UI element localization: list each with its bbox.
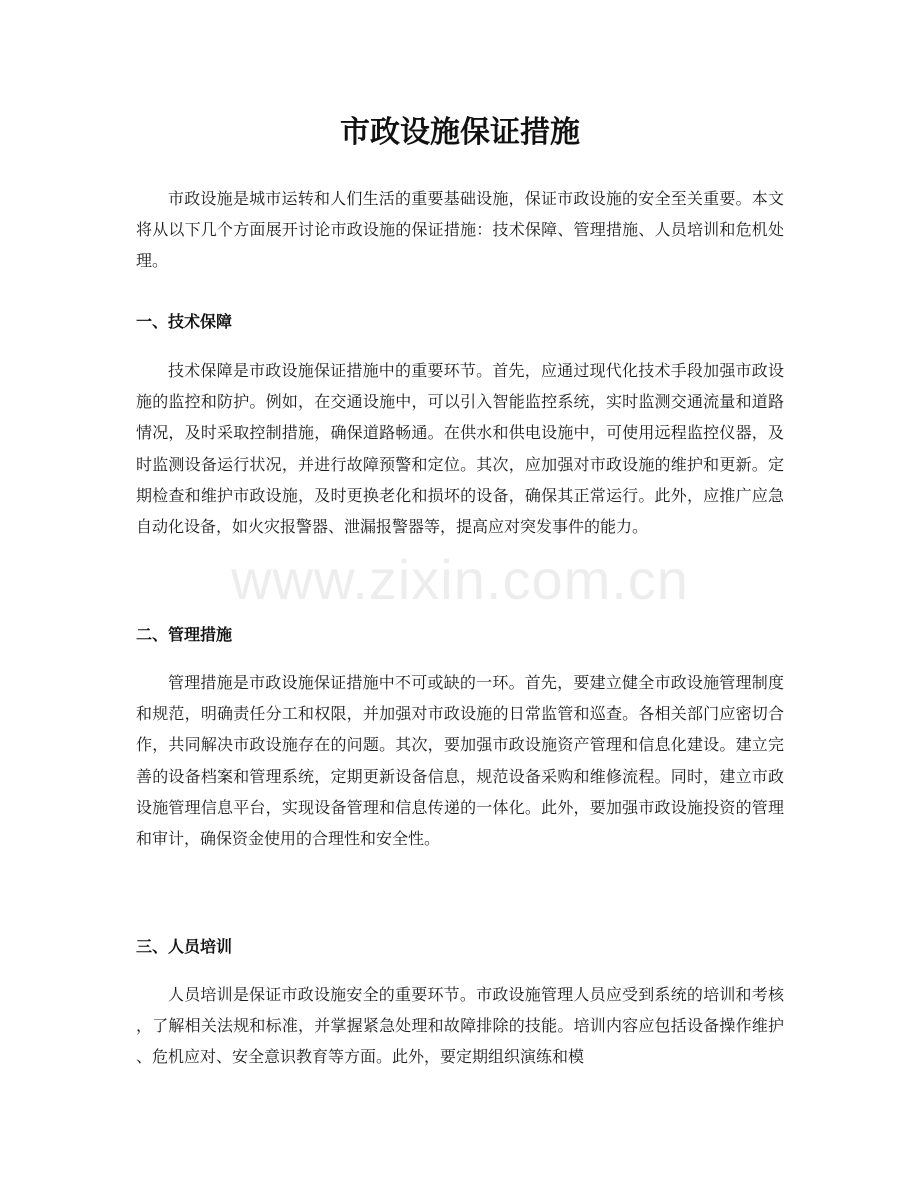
section-body-tech: 技术保障是市政设施保证措施中的重要环节。首先，应通过现代化技术手段加强市政设施的监控和防护。例如，在交通设施中，可以引入智能监控系统，实时监测交通流量和道路情况，及时采取控制措施，确保道路畅通。在供水和供电设施中，可使用远程监控仪器，及时监测设备运行状况，并进行故障预警和定位。其次，应加强对市政设施的维护和更新。定期检查和维护市政设施，及时更换老化和损坏的设备，确保其正常运行。此外，应推广应急自动化设备，如火灾报警器、泄漏报警器等，提高应对突发事件的能力。 bbox=[136, 361, 784, 537]
section-body-training: 人员培训是保证市政设施安全的重要环节。市政设施管理人员应受到系统的培训和考核，了解相关法规和标准，并掌握紧急处理和故障排除的技能。培训内容应包括设备操作维护、危机应对、安全意识教育等方面。此外，要定期组织演练和模 bbox=[136, 985, 784, 1067]
section-heading-management: 二、管理措施 bbox=[136, 625, 233, 644]
intro-paragraph: 市政设施是城市运转和人们生活的重要基础设施，保证市政设施的安全至关重要。本文将从以下几个方面展开讨论市政设施的保证措施：技术保障、管理措施、人员培训和危机处理。 bbox=[136, 189, 784, 271]
document-title: 市政设施保证措施 bbox=[340, 115, 580, 150]
section-heading-training: 三、人员培训 bbox=[136, 937, 233, 956]
section-heading-tech: 一、技术保障 bbox=[136, 312, 233, 331]
section-body-management: 管理措施是市政设施保证措施中不可或缺的一环。首先，要建立健全市政设施管理制度和规范，明确责任分工和权限，并加强对市政设施的日常监管和巡查。各相关部门应密切合作，共同解决市政设施存在的问题。其次，要加强市政设施资产管理和信息化建设。建立完善的设备档案和管理系统，定期更新设备信息，规范设备采购和维修流程。同时，建立市政设施管理信息平台，实现设备管理和信息传递的一体化。此外，要加强市政设施投资的管理和审计，确保资金使用的合理性和安全性。 bbox=[136, 673, 784, 849]
watermark-text: www.zixin.com.cn bbox=[231, 548, 689, 611]
